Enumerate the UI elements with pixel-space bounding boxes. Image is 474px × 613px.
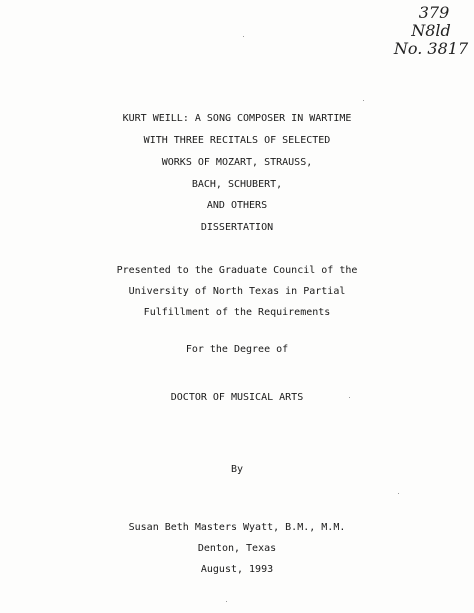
document-type: DISSERTATION	[200, 222, 274, 233]
title-line-3: WORKS OF MOZART, STRAUSS,	[161, 157, 313, 168]
date: August, 1993	[200, 564, 274, 575]
call-number-line-3: No. 3817	[393, 39, 469, 58]
degree-intro: For the Degree of	[185, 344, 289, 355]
by-line: By	[230, 464, 244, 475]
title-line-4: BACH, SCHUBERT,	[191, 179, 283, 190]
scan-speck	[226, 601, 227, 602]
scan-speck	[363, 100, 364, 101]
presented-line-2: University of North Texas in Partial	[128, 286, 346, 297]
location: Denton, Texas	[197, 543, 277, 554]
call-number-line-1: 379	[418, 3, 450, 22]
call-number-annotation	[392, 4, 472, 58]
scan-speck	[398, 493, 399, 494]
title-line-2: WITH THREE RECITALS OF SELECTED	[143, 135, 331, 146]
author-name: Susan Beth Masters Wyatt, B.M., M.M.	[128, 522, 346, 533]
title-line-1: KURT WEILL: A SONG COMPOSER IN WARTIME	[122, 113, 352, 124]
call-number-line-2: N8ld	[411, 21, 451, 40]
scan-speck	[243, 36, 244, 37]
degree-name: DOCTOR OF MUSICAL ARTS	[170, 392, 304, 403]
scan-speck	[349, 397, 350, 398]
presented-line-1: Presented to the Graduate Council of the	[116, 265, 358, 276]
title-line-5: AND OTHERS	[206, 200, 268, 211]
presented-line-3: Fulfillment of the Requirements	[143, 307, 331, 318]
